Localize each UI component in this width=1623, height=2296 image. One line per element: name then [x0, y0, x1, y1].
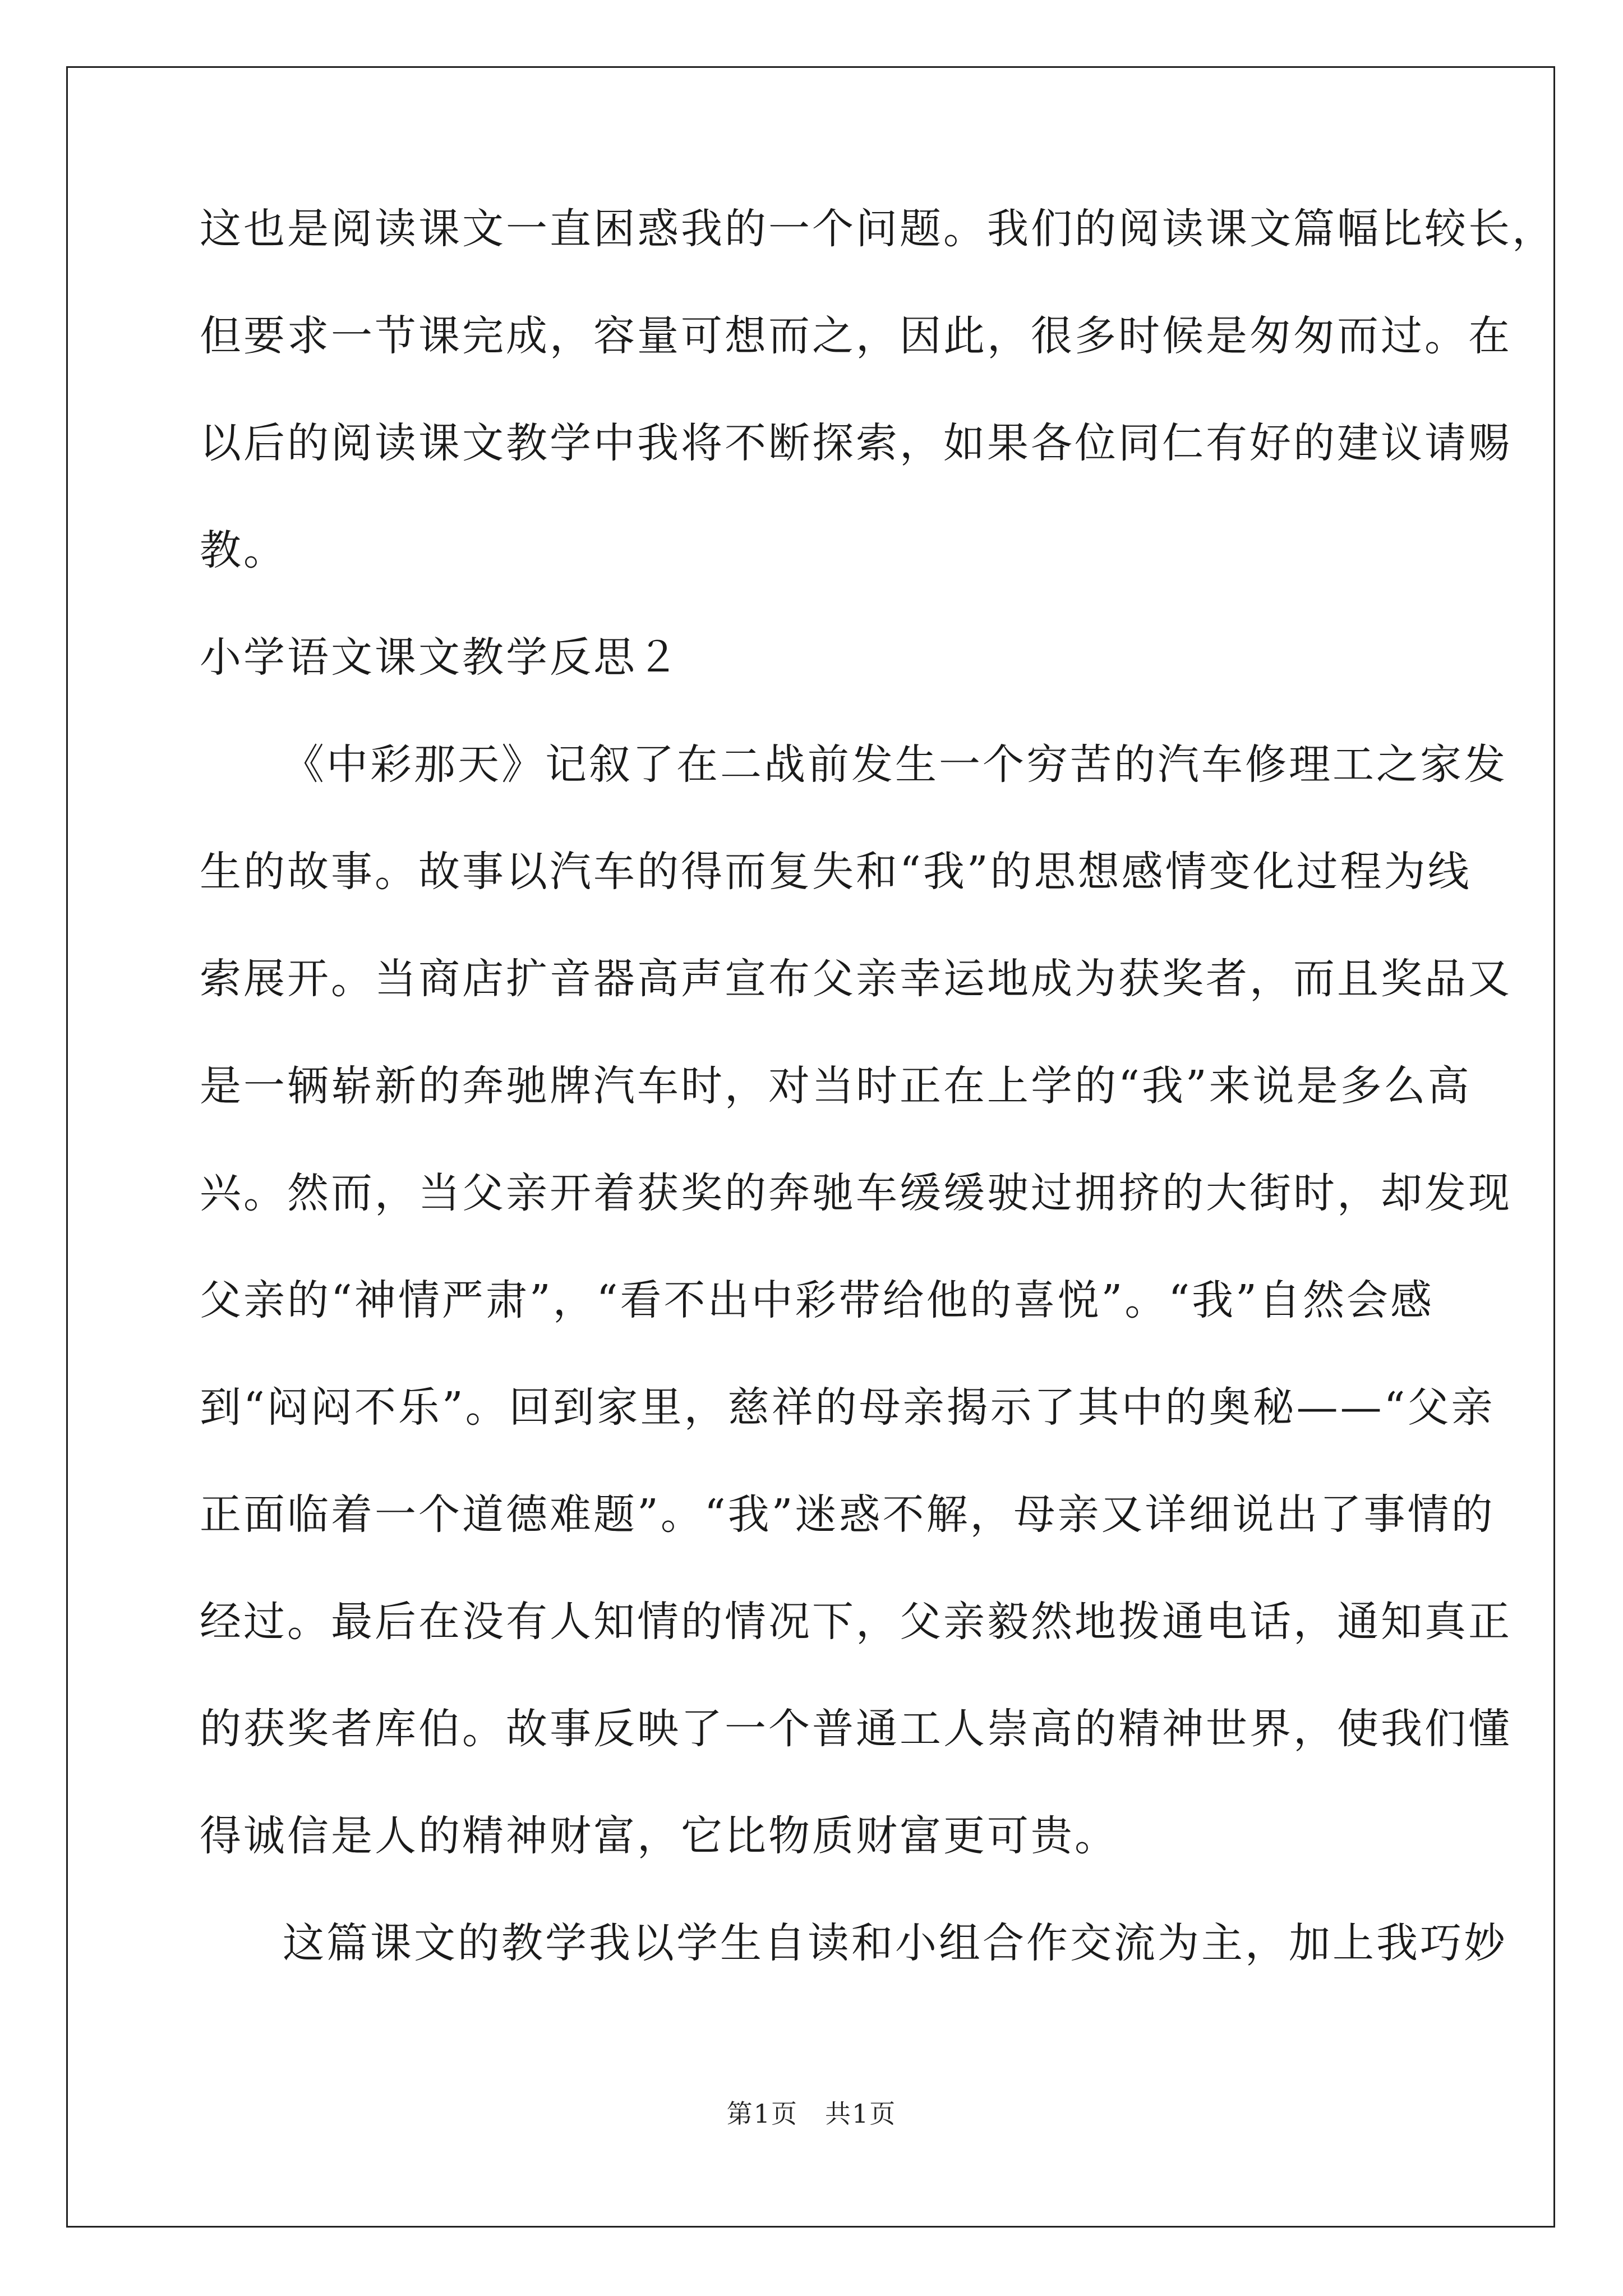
paragraph — [200, 737, 1512, 1864]
heading-text: 小学语文课文教学反思２ — [200, 633, 681, 682]
text-line: 《中彩那天》记叙了在二战前发生一个穷苦的汽车修理工之家发 — [283, 740, 1507, 789]
page-number: 第1页 共1页 — [726, 2099, 897, 2129]
text-line: 是一辆崭新的奔驰牌汽车时，对当时正在上学的“我”来说是多么高 — [200, 1062, 1472, 1110]
document-body — [200, 201, 1556, 1971]
text-line: 索展开。当商店扩音器高声宣布父亲幸运地成为获奖者，而且奖品又 — [200, 955, 1512, 1003]
text-line: 这也是阅读课文一直困惑我的一个问题。我们的阅读课文篇幅比较长， — [200, 205, 1556, 253]
text-line: 的获奖者库伯。故事反映了一个普通工人崇高的精神世界，使我们懂 — [200, 1705, 1512, 1753]
text-line: 这篇课文的教学我以学生自读和小组合作交流为主，加上我巧妙 — [283, 1919, 1507, 1967]
text-line: 经过。最后在没有人知情的情况下，父亲毅然地拨通电话，通知真正 — [200, 1598, 1512, 1646]
text-line: 以后的阅读课文教学中我将不断探索，如果各位同仁有好的建议请赐 — [200, 419, 1512, 467]
text-line: 到“闷闷不乐”。回到家里，慈祥的母亲揭示了其中的奥秘——“父亲 — [200, 1383, 1495, 1432]
text-line: 教。 — [200, 526, 287, 574]
paragraph — [200, 201, 1556, 578]
text-line: 生的故事。故事以汽车的得而复失和“我”的思想感情变化过程为线 — [200, 848, 1472, 896]
text-line: 正面临着一个道德难题”。“我”迷惑不解，母亲又详细说出了事情的 — [200, 1490, 1495, 1539]
paragraph — [200, 1915, 1507, 1971]
text-line: 父亲的“神情严肃”，“看不出中彩带给他的喜悦”。“我”自然会感 — [200, 1276, 1434, 1324]
text-line: 得诚信是人的精神财富，它比物质财富更可贵。 — [200, 1812, 1118, 1860]
section-heading — [200, 629, 1433, 685]
text-line: 但要求一节课完成，容量可想而之，因此，很多时候是匆匆而过。在 — [200, 312, 1512, 360]
text-line: 兴。然而，当父亲开着获奖的奔驰车缓缓驶过拥挤的大街时，却发现 — [200, 1169, 1512, 1217]
